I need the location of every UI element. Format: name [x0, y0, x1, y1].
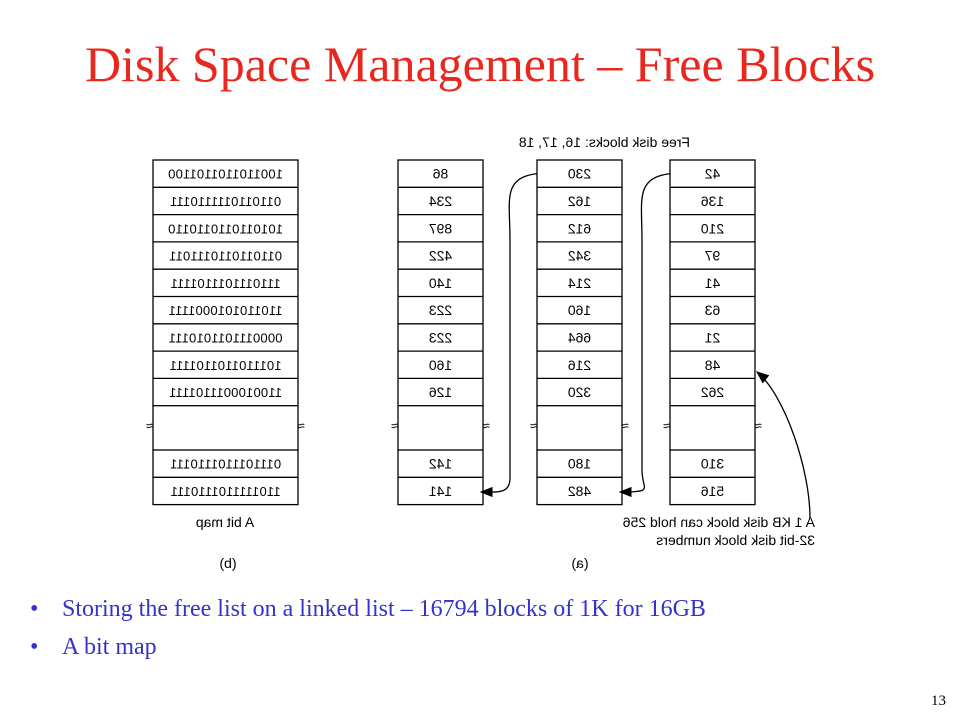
annotation-arrow [757, 372, 810, 518]
list-col-1-cell: 262 [700, 384, 725, 401]
list-col-2-break-mark: ≈ [530, 417, 538, 434]
caption-b: (b) [219, 555, 237, 571]
list-col-1-cell: 97 [704, 247, 721, 264]
bitmap-col-cell: 1110111011101111 [170, 275, 281, 291]
bullet-list [28, 590, 706, 666]
list-col-1-cell: 310 [700, 455, 725, 472]
bitmap-label: A bit map [195, 514, 255, 530]
list-col-2-cell: 230 [567, 165, 592, 182]
list-col-2-cell: 214 [567, 274, 592, 291]
list-col-3-break-mark: ≈ [391, 417, 399, 434]
bitmap-col-break-mark: ≈ [297, 417, 305, 434]
bitmap-col-cell: 0110110111110111 [169, 193, 282, 209]
list-col-2-cell: 160 [567, 302, 592, 319]
list-col-1-cell: 63 [704, 302, 721, 319]
bullet-text: A bit map [62, 634, 157, 660]
list-col-3-cell: 897 [428, 220, 453, 237]
free-blocks-label: Free disk blocks: 16, 17, 18 [518, 134, 690, 150]
bitmap-col-cell: 0000111011010111 [168, 330, 283, 346]
list-col-3-cell: 234 [428, 192, 453, 209]
list-col-1-cell: 42 [704, 165, 721, 182]
bitmap-col-cell: 0111011101110111 [169, 456, 282, 472]
bullet-text: Storing the free list on a linked list – 16794 blocks of 1K for 16GB [62, 596, 706, 622]
link-arrow-1 [620, 174, 670, 492]
list-col-2-cell: 664 [567, 329, 592, 346]
list-col-2-cell: 482 [567, 482, 592, 499]
list-col-2-cell: 612 [567, 220, 592, 237]
bitmap-col-cell: 1100100011101111 [168, 385, 283, 401]
bitmap-col-cell: 1011101101101111 [169, 357, 282, 373]
list-col-3-cell: 140 [428, 274, 453, 291]
list-col-3-cell: 126 [428, 384, 453, 401]
bullet-item: • A bit map [30, 634, 157, 660]
bitmap-col-cell: 0110110110111011 [168, 248, 283, 264]
list-col-3-cell: 141 [428, 482, 453, 499]
annotation-text-1: A 1 KB disk block can hold 256 [622, 514, 815, 530]
list-col-1-cell: 41 [704, 274, 721, 291]
list-col-2-cell: 180 [567, 455, 592, 472]
list-col-3-cell: 223 [428, 302, 453, 319]
list-col-2-break-mark: ≈ [621, 417, 629, 434]
list-col-3-cell: 86 [432, 165, 449, 182]
list-col-3-cell: 422 [428, 247, 453, 264]
list-col-2-cell: 216 [567, 356, 592, 373]
caption-a: (a) [571, 555, 589, 571]
list-col-1-break-mark: ≈ [754, 417, 762, 434]
list-col-3-cell: 223 [428, 329, 453, 346]
list-col-2-cell: 162 [567, 192, 592, 209]
list-col-1-cell: 48 [704, 356, 721, 373]
bitmap-col-break-mark: ≈ [146, 417, 154, 434]
bitmap-col-cell: 1010110110110110 [167, 221, 284, 237]
list-col-3-cell: 160 [428, 356, 453, 373]
list-col-1-cell: 136 [700, 192, 725, 209]
list-col-2-cell: 342 [567, 247, 592, 264]
bullet-item: • Storing the free list on a linked list – 16794 blocks of 1K for 16GB [30, 596, 706, 622]
list-col-2-cell: 320 [567, 384, 592, 401]
list-col-3-cell: 142 [428, 455, 453, 472]
list-col-1-cell: 21 [704, 329, 721, 346]
page-number: 13 [931, 693, 946, 709]
list-col-1-break-mark: ≈ [663, 417, 671, 434]
slide-title: Disk Space Management – Free Blocks [84, 36, 876, 92]
link-arrow-2 [481, 174, 537, 492]
list-col-1-cell: 210 [700, 220, 725, 237]
list-col-3-break-mark: ≈ [482, 417, 490, 434]
bitmap-col-cell: 1101101010001111 [168, 303, 283, 319]
bitmap-col-cell: 1001101101101100 [167, 166, 284, 182]
annotation-text-2: 32-bit disk block numbers [656, 532, 815, 548]
list-col-1-cell: 516 [700, 482, 725, 499]
bitmap-col-cell: 1101111101110111 [170, 483, 281, 499]
